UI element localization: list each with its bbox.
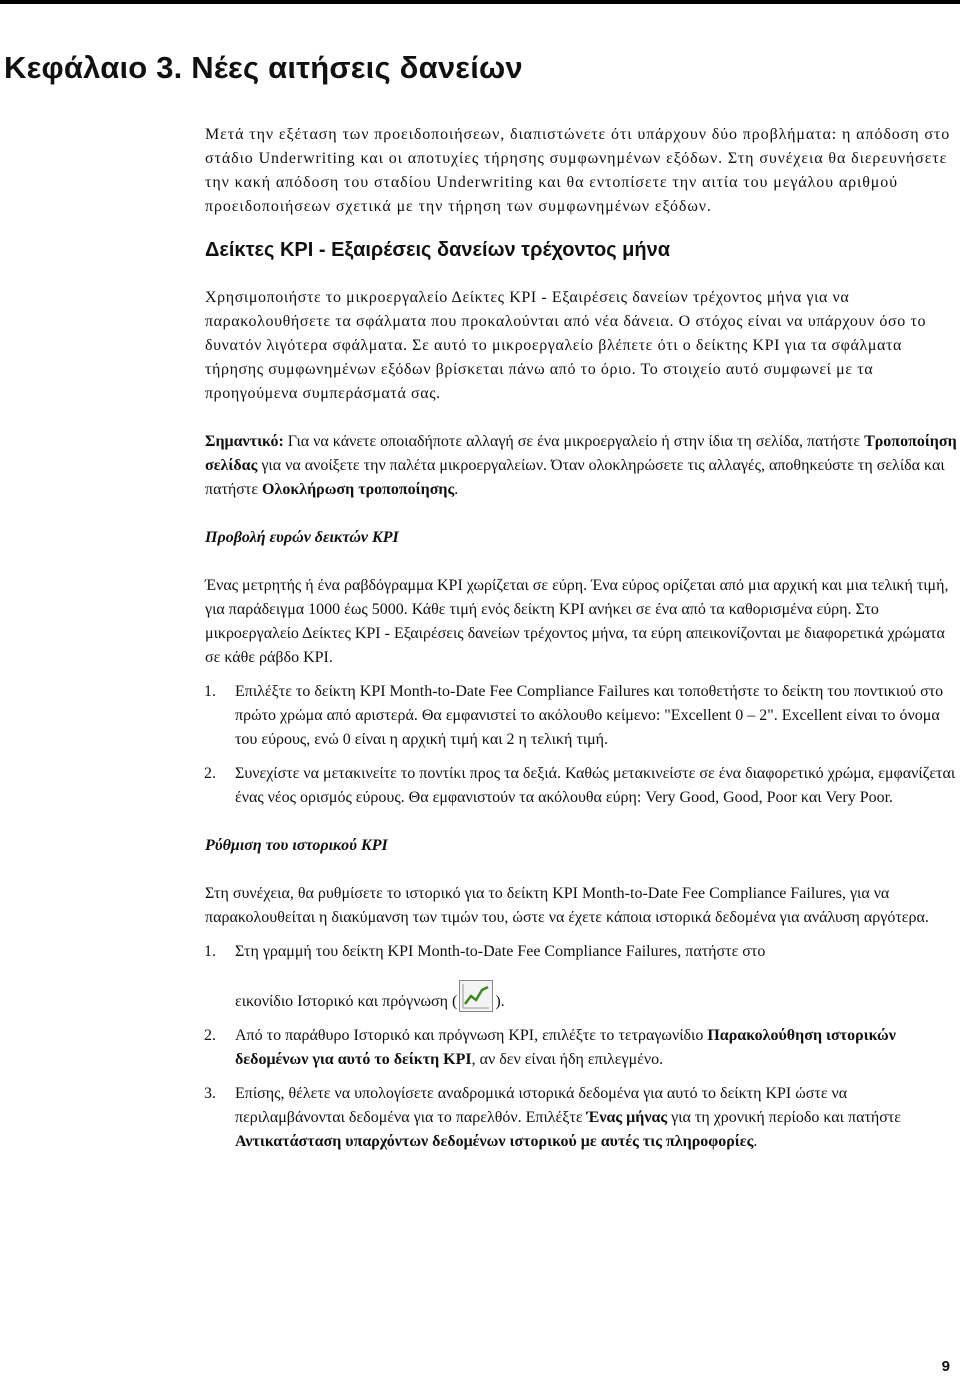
- section-heading: Δείκτες KPI - Εξαιρέσεις δανείων τρέχοντος μήνα: [205, 239, 671, 261]
- step-text: ).: [495, 993, 505, 1010]
- history-paragraph: Στη συνέχεια, θα ρυθμίσετε το ιστορικό για το δείκτη KPI Month-to-Date Fee Compliance Failures, για να παρακολουθείται η διακύμανση των τιμών του, ώστε να έχετε κάποια ιστορικά δεδομένα για ανάλυση αργότερα.: [205, 885, 929, 926]
- step-text: Επιλέξτε το δείκτη KPI Month-to-Date Fee Compliance Failures και τοποθετήστε το δείκτη του ποντικιού στο πρώτο χρώμα από αριστερά. Θα εμφανιστεί το ακόλουθο κείμενο: "Excellent 0 – 2". Excellent είναι το όνομα του εύρους, ενώ 0 είναι η αρχική τιμή και 2 η τελική τιμή.: [235, 683, 944, 748]
- trend-chart-icon: [459, 980, 493, 1012]
- chapter-title: Κεφάλαιο 3. Νέες αιτήσεις δανείων: [4, 50, 523, 85]
- step-number: 2.: [204, 765, 216, 782]
- step-bold-text: Αντικατάσταση υπαρχόντων δεδομένων ιστορικού με αυτές τις πληροφορίες: [235, 1133, 754, 1150]
- list-item: [205, 1024, 957, 1072]
- icon-line: [235, 964, 957, 1014]
- step-number: 3.: [204, 1085, 216, 1102]
- step-number: 1.: [204, 943, 216, 960]
- step-text: Στη γραμμή του δείκτη KPI Month-to-Date Fee Compliance Failures, πατήστε στο: [235, 943, 766, 960]
- step-text: Επίσης, θέλετε να υπολογίσετε αναδρομικά ιστορικά δεδομένα για αυτό το δείκτη KPI ώστε να περιλαμβάνονται δεδομένα για το παρελθόν. Επιλέξτε: [235, 1085, 848, 1126]
- page-number: 9: [941, 1358, 950, 1375]
- ranges-steps: [205, 680, 957, 810]
- note-bold-finish: Ολοκλήρωση τροποποίησης: [262, 481, 455, 498]
- step-text: για τη χρονική περίοδο και πατήστε: [667, 1109, 902, 1126]
- step-bold-text: Παρακολούθηση ιστορικών δεδομένων για αυτό το δείκτη KPI: [235, 1027, 896, 1068]
- list-item: [205, 680, 957, 752]
- important-note: [205, 430, 957, 502]
- list-item: [205, 762, 957, 810]
- note-bold-modify-page: Τροποποίηση σελίδας: [205, 433, 957, 474]
- ranges-paragraph: Ένας μετρητής ή ένα ραβδόγραμμα KPI χωρίζεται σε εύρη. Ένα εύρος ορίζεται από μια αρχική και μια τελική τιμή, για παράδειγμα 1000 έως 5000. Κάθε τιμή ενός δείκτη KPI ανήκει σε ένα από τα καθορισμένα εύρη. Στο μικροεργαλείο Δείκτες KPI - Εξαιρέσεις δανείων τρέχοντος μήνα, τα εύρη απεικονίζονται με διαφορετικά χρώματα σε κάθε ράβδο KPI.: [205, 577, 949, 666]
- step-text: εικονίδιο Ιστορικό και πρόγνωση (: [235, 993, 458, 1010]
- ranges-heading: Προβολή ευρών δεικτών KPI: [205, 529, 399, 546]
- step-text: Συνεχίστε να μετακινείτε το ποντίκι προς τα δεξιά. Καθώς μετακινείστε σε ένα διαφορετικό χρώμα, εμφανίζεται ένας νέος ορισμός εύρους. Θα εμφανιστούν τα ακόλουθα εύρη: Very Good, Good, Poor και Very Poor.: [235, 765, 956, 806]
- note-text: Για να κάνετε οποιαδήποτε αλλαγή σε ένα μικροεργαλείο ή στην ίδια τη σελίδα, πατήστε: [283, 433, 865, 450]
- step-text: , αν δεν είναι ήδη επιλεγμένο.: [471, 1051, 664, 1068]
- list-item: [205, 940, 957, 1014]
- note-text: για να ανοίξετε την παλέτα μικροεργαλείων. Όταν ολοκληρώσετε τις αλλαγές, αποθηκεύστε τη σελίδα και πατήστε: [205, 457, 945, 498]
- step-text: Από το παράθυρο Ιστορικό και πρόγνωση KPI, επιλέξτε το τετραγωνίδιο: [235, 1027, 708, 1044]
- step-bold-text: Ένας μήνας: [586, 1109, 668, 1126]
- history-steps: [205, 940, 957, 1154]
- top-rule: [0, 0, 960, 4]
- list-item: [205, 1082, 957, 1154]
- history-heading: Ρύθμιση του ιστορικού KPI: [205, 837, 388, 854]
- intro-paragraph: Μετά την εξέταση των προειδοποιήσεων, διαπιστώνετε ότι υπάρχουν δύο προβλήματα: η απόδοση στο στάδιο Underwriting και οι αποτυχίες τήρησης συμφωνημένων εξόδων. Στη συνέχεια θα διερευνήσετε την κακή απόδοση του σταδίου Underwriting και θα εντοπίσετε την αιτία του μεγάλου αριθμού προειδοποιήσεων σχετικά με την τήρηση των συμφωνημένων εξόδων.: [205, 126, 951, 215]
- step-number: 2.: [204, 1027, 216, 1044]
- note-text: .: [454, 481, 459, 498]
- note-label: Σημαντικό:: [205, 433, 284, 450]
- kpi-paragraph: Χρησιμοποιήστε το μικροεργαλείο Δείκτες KPI - Εξαιρέσεις δανείων τρέχοντος μήνα για να παρακολουθήσετε τα σφάλματα που προκαλούνται από νέα δάνεια. Ο στόχος είναι να υπάρχουν όσο το δυνατόν λιγότερα σφάλματα. Σε αυτό το μικροεργαλείο βλέπετε ότι ο δείκτης KPI για τα σφάλματα τήρησης συμφωνημένων εξόδων βρίσκεται πάνω από το όριο. Το στοιχείο αυτό συμφωνεί με τα προηγούμενα συμπεράσματά σας.: [205, 289, 927, 402]
- step-number: 1.: [204, 683, 216, 700]
- page-content: [205, 123, 957, 1154]
- step-text: .: [753, 1133, 758, 1150]
